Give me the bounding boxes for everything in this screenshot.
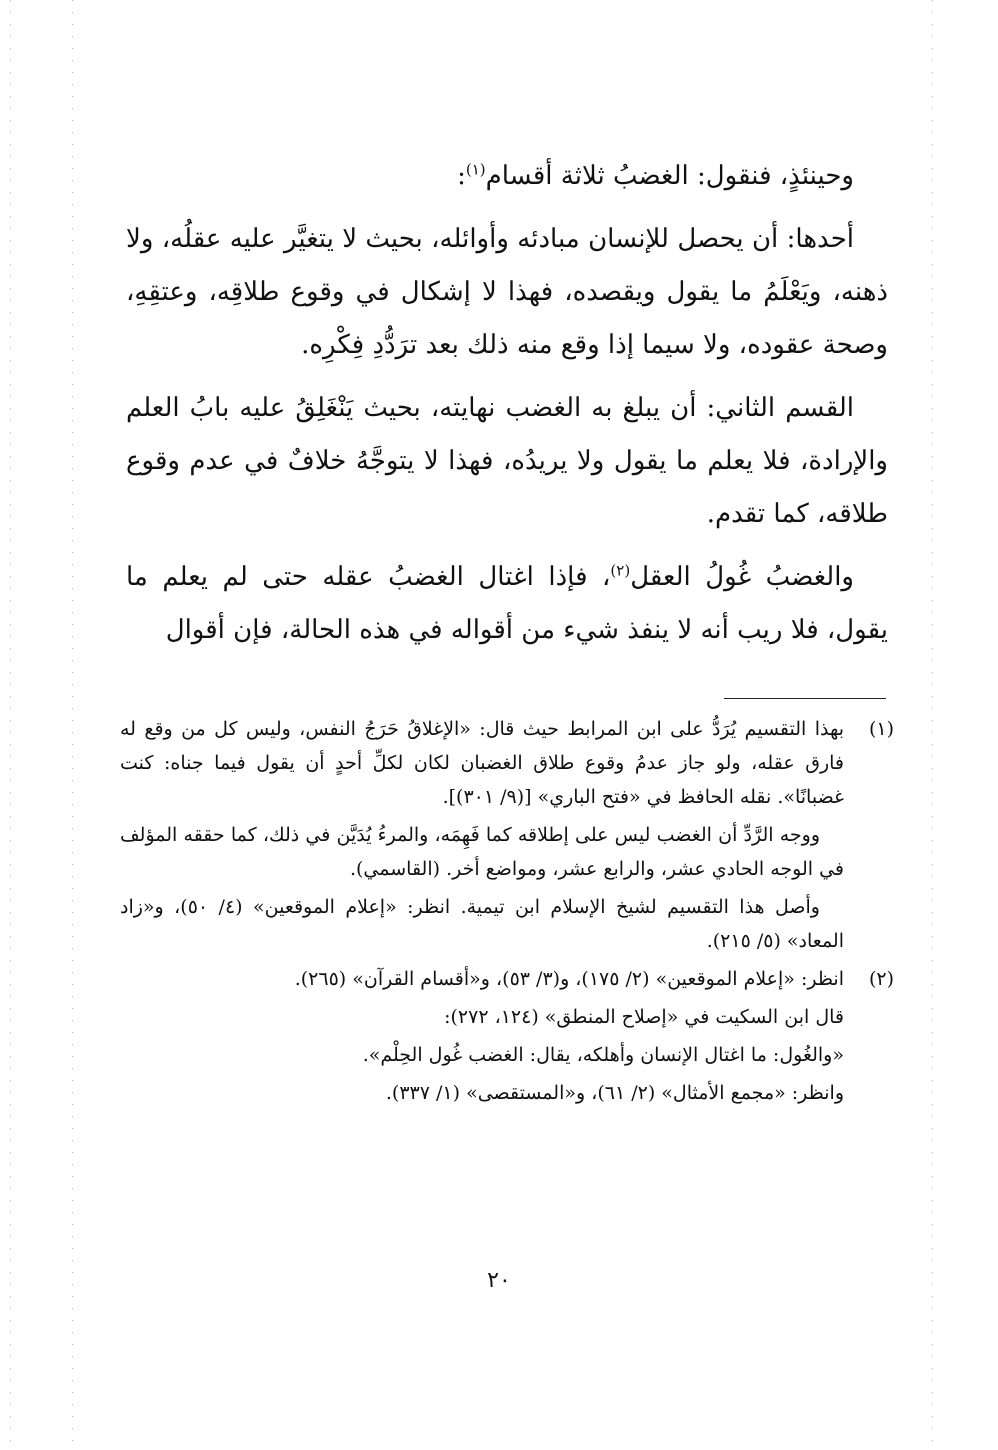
- footnote-number: (٢): [868, 968, 894, 990]
- page-number: ٢٠: [487, 1268, 511, 1293]
- footnote-1: [120, 712, 894, 962]
- footnote-paragraph: انظر: «إعلام الموقعين» (٢/ ١٧٥)، و(٣/ ٥٣)، و«أقسام القرآن» (٢٦٥).: [294, 968, 844, 990]
- paragraph-3: والغضبُ غُولُ العقل$^{(٢)}$، فإذا اغتال الغضبُ عقله حتى لم يعلم ما يقول، فلا ريب أنه لا ينفذ شيء من أقواله في هذه الحالة، فإن أقوال: [126, 561, 888, 645]
- margin-guide-left: [10, 0, 11, 1450]
- footnotes: [120, 712, 894, 1114]
- footnote-paragraph: بهذا التقسيم يُرَدُّ على ابن المرابط حيث قال: «الإغلاقُ حَرَجُ النفس، وليس كل من وقع له فارق عقله، ولو جاز عدمُ وقوع طلاق الغضبان لكان لكلِّ أحدٍ أن يقول فيما جناه: كنت غضبانًا». نقله الحافظ في «فتح الباري» [(٩/ ٣٠١)].: [120, 718, 844, 808]
- footnote-paragraph: وأصل هذا التقسيم لشيخ الإسلام ابن تيمية. انظر: «إعلام الموقعين» (٤/ ٥٠)، و«زاد المعاد» (٥/ ٢١٥).: [120, 896, 844, 952]
- footnote-text: [120, 962, 844, 1114]
- footnote-mark-1[interactable]: (١): [465, 160, 486, 179]
- footnote-paragraph: وانظر: «مجمع الأمثال» (٢/ ٦١)، و«المستقصى» (١/ ٣٣٧).: [385, 1082, 844, 1104]
- margin-guide-right: [932, 0, 933, 1450]
- paragraph-1: أحدها: أن يحصل للإنسان مبادئه وأوائله، بحيث لا يتغيَّر عليه عقلُه، ولا ذهنه، ويَعْلَمُ ما يقول ويقصده، فهذا لا إشكال في وقوع طلاقِه، وعتقِهِ، وصحة عقوده، ولا سيما إذا وقع منه ذلك بعد ترَدُّدِ فِكْرِه.: [126, 224, 888, 360]
- footnote-text: [120, 712, 844, 962]
- paragraph-2: القسم الثاني: أن يبلغ به الغضب نهايته، بحيث يَنْغَلِقُ عليه بابُ العلم والإرادة، فلا يعلم ما يقول ولا يريدُه، فهذا لا يتوجَّهُ خلافٌ في عدم وقوع طلاقه، كما تقدم.: [126, 393, 888, 529]
- footnote-separator: [724, 698, 886, 699]
- footnote-paragraph: ووجه الرَّدِّ أن الغضب ليس على إطلاقه كما فَهِمَه، والمرءُ يُدَيَّن في ذلك، كما حققه المؤلف في الوجه الحادي عشر، والرابع عشر، ومواضع أخر. (القاسمي).: [120, 824, 844, 880]
- footnote-2: [120, 962, 894, 1114]
- intro-paragraph: وحينئذٍ، فنقول: الغضبُ ثلاثة أقسام$^{(١)}$:: [457, 160, 854, 191]
- footnote-number: (١): [868, 718, 894, 740]
- footnote-paragraph: «والغُول: ما اغتال الإنسان وأهلكه، يقال: الغضب غُول الحِلْم».: [362, 1044, 844, 1066]
- footnote-mark-2[interactable]: (٢): [610, 561, 631, 580]
- footnote-paragraph: قال ابن السكيت في «إصلاح المنطق» (١٢٤، ٢٧٢):: [444, 1006, 844, 1028]
- margin-guide-left-2: [72, 0, 73, 1450]
- main-text: [126, 150, 888, 667]
- body-text: [126, 150, 888, 657]
